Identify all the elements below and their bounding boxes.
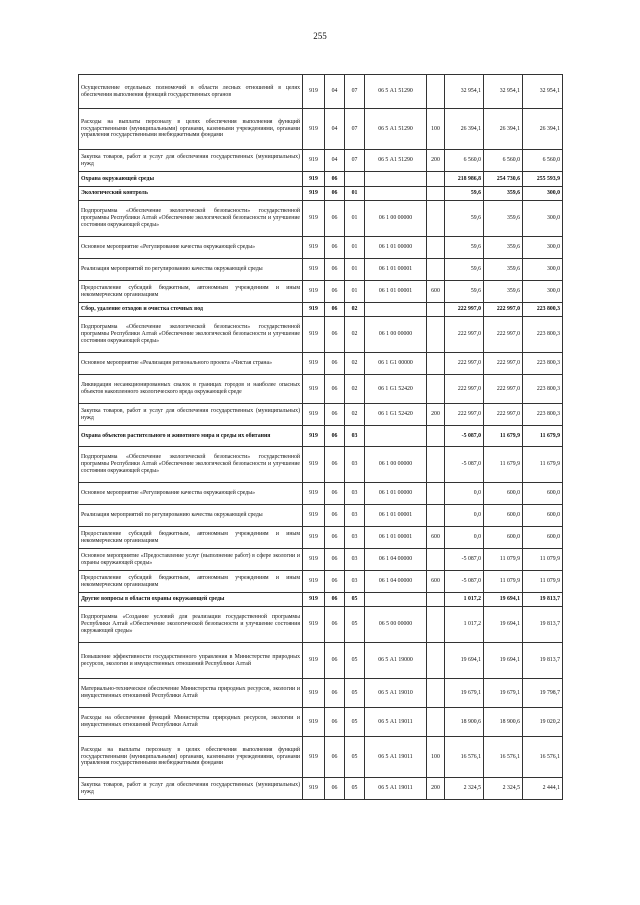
ved-code-cell: 919	[303, 447, 325, 483]
expense-type-cell	[427, 201, 445, 237]
section-code-cell: 06	[325, 259, 345, 281]
table-row	[79, 447, 563, 483]
ved-code-cell: 919	[303, 549, 325, 571]
expense-type-cell	[427, 549, 445, 571]
subsection-code-cell: 02	[345, 317, 365, 353]
row-name-cell: Материально-техническое обеспечение Министерства природных ресурсов, экологии и имущественных отношений Республики Алтай	[79, 679, 303, 708]
amount-year2-cell: 222 997,0	[484, 303, 523, 317]
target-article-cell: 06 1 01 00001	[365, 281, 427, 303]
amount-year3-cell: 223 800,3	[523, 317, 563, 353]
ved-code-cell: 919	[303, 353, 325, 375]
table-row	[79, 778, 563, 800]
expense-type-cell	[427, 447, 445, 483]
row-name-cell: Реализация мероприятий по регулированию качества окружающей среды	[79, 259, 303, 281]
amount-year2-cell: 600,0	[484, 527, 523, 549]
expense-type-cell	[427, 505, 445, 527]
target-article-cell	[365, 172, 427, 187]
section-code-cell: 06	[325, 317, 345, 353]
amount-year1-cell: -5 087,0	[445, 549, 484, 571]
table-row	[79, 303, 563, 317]
subsection-code-cell	[345, 172, 365, 187]
expense-type-cell: 600	[427, 571, 445, 593]
target-article-cell: 06 1 00 00000	[365, 201, 427, 237]
row-name-cell: Основное мероприятие «Регулирование качества окружающей среды»	[79, 237, 303, 259]
subsection-code-cell: 02	[345, 375, 365, 404]
target-article-cell: 06 1 G1 52420	[365, 375, 427, 404]
table-row	[79, 483, 563, 505]
section-code-cell: 06	[325, 187, 345, 201]
target-article-cell: 06 5 А1 19000	[365, 643, 427, 679]
target-article-cell: 06 5 А1 19011	[365, 708, 427, 737]
expense-type-cell: 100	[427, 737, 445, 778]
subsection-code-cell: 02	[345, 404, 365, 426]
section-code-cell: 06	[325, 426, 345, 447]
amount-year3-cell: 223 800,3	[523, 303, 563, 317]
budget-table	[78, 74, 563, 800]
row-name-cell: Подпрограмма «Обеспечение экологической безопасности» государственной программы Республики Алтай «Обеспечение экологической безопасности и улучшение состояния окружающей среды»	[79, 201, 303, 237]
target-article-cell: 06 5 00 00000	[365, 607, 427, 643]
table-row	[79, 607, 563, 643]
expense-type-cell: 200	[427, 778, 445, 800]
subsection-code-cell: 03	[345, 527, 365, 549]
subsection-code-cell: 03	[345, 571, 365, 593]
table-row	[79, 505, 563, 527]
row-name-cell: Повышение эффективности государственного управления в Министерстве природных ресурсов, экологии и имущественных отношений Республики Алтай	[79, 643, 303, 679]
subsection-code-cell: 01	[345, 237, 365, 259]
ved-code-cell: 919	[303, 187, 325, 201]
table-row	[79, 679, 563, 708]
amount-year1-cell: 0,0	[445, 527, 484, 549]
ved-code-cell: 919	[303, 643, 325, 679]
amount-year1-cell: 6 560,0	[445, 150, 484, 172]
ved-code-cell: 919	[303, 404, 325, 426]
amount-year2-cell: 222 997,0	[484, 353, 523, 375]
row-name-cell: Расходы на обеспечение функций Министерства природных ресурсов, экологии и имущественных отношений Республики Алтай	[79, 708, 303, 737]
target-article-cell	[365, 426, 427, 447]
expense-type-cell: 600	[427, 527, 445, 549]
section-code-cell: 06	[325, 527, 345, 549]
expense-type-cell	[427, 643, 445, 679]
section-code-cell: 06	[325, 303, 345, 317]
target-article-cell: 06 1 01 00001	[365, 505, 427, 527]
table-row	[79, 571, 563, 593]
ved-code-cell: 919	[303, 172, 325, 187]
target-article-cell: 06 5 А1 51290	[365, 75, 427, 109]
expense-type-cell	[427, 303, 445, 317]
section-code-cell: 04	[325, 75, 345, 109]
expense-type-cell	[427, 593, 445, 607]
expense-type-cell	[427, 75, 445, 109]
target-article-cell: 06 1 G1 52420	[365, 404, 427, 426]
section-code-cell: 06	[325, 375, 345, 404]
expense-type-cell: 200	[427, 150, 445, 172]
row-name-cell: Сбор, удаление отходов и очистка сточных вод	[79, 303, 303, 317]
row-name-cell: Расходы на выплаты персоналу в целях обеспечения выполнения функций государственными (муниципальными) органами, казенными учреждениями, органами управления государственными внебюджетными фондами	[79, 737, 303, 778]
section-code-cell: 06	[325, 404, 345, 426]
subsection-code-cell: 02	[345, 303, 365, 317]
amount-year2-cell: 19 679,1	[484, 679, 523, 708]
amount-year3-cell: 16 576,1	[523, 737, 563, 778]
amount-year2-cell: 600,0	[484, 505, 523, 527]
table-row	[79, 353, 563, 375]
row-name-cell: Основное мероприятие «Предоставление услуг (выполнение работ) в сфере экологии и охраны окружающей среды»	[79, 549, 303, 571]
table-row	[79, 404, 563, 426]
amount-year1-cell: 19 679,1	[445, 679, 484, 708]
ved-code-cell: 919	[303, 778, 325, 800]
section-code-cell: 06	[325, 549, 345, 571]
table-row	[79, 187, 563, 201]
ved-code-cell: 919	[303, 201, 325, 237]
amount-year1-cell: 19 694,1	[445, 643, 484, 679]
ved-code-cell: 919	[303, 259, 325, 281]
expense-type-cell: 200	[427, 404, 445, 426]
amount-year2-cell: 19 694,1	[484, 643, 523, 679]
amount-year1-cell: 59,6	[445, 237, 484, 259]
section-code-cell: 06	[325, 679, 345, 708]
target-article-cell: 06 1 01 00000	[365, 237, 427, 259]
table-row	[79, 549, 563, 571]
expense-type-cell	[427, 375, 445, 404]
table-row	[79, 708, 563, 737]
target-article-cell: 06 5 А1 19011	[365, 778, 427, 800]
expense-type-cell	[427, 187, 445, 201]
amount-year2-cell: 359,6	[484, 187, 523, 201]
amount-year2-cell: 2 324,5	[484, 778, 523, 800]
section-code-cell: 06	[325, 201, 345, 237]
subsection-code-cell: 07	[345, 150, 365, 172]
subsection-code-cell: 02	[345, 353, 365, 375]
amount-year3-cell: 223 800,3	[523, 375, 563, 404]
section-code-cell: 06	[325, 172, 345, 187]
amount-year2-cell: 359,6	[484, 281, 523, 303]
amount-year3-cell: 300,0	[523, 187, 563, 201]
target-article-cell	[365, 593, 427, 607]
expense-type-cell	[427, 259, 445, 281]
subsection-code-cell: 05	[345, 737, 365, 778]
expense-type-cell	[427, 172, 445, 187]
target-article-cell: 06 1 01 00001	[365, 527, 427, 549]
target-article-cell: 06 1 G1 00000	[365, 353, 427, 375]
target-article-cell: 06 5 А1 51290	[365, 109, 427, 150]
amount-year3-cell: 11 679,9	[523, 447, 563, 483]
table-row	[79, 237, 563, 259]
amount-year2-cell: 359,6	[484, 237, 523, 259]
row-name-cell: Предоставление субсидий бюджетным, автономным учреждениям и иным некоммерческим организациям	[79, 527, 303, 549]
table-row	[79, 527, 563, 549]
amount-year3-cell: 600,0	[523, 505, 563, 527]
amount-year3-cell: 223 800,3	[523, 353, 563, 375]
table-row	[79, 201, 563, 237]
amount-year2-cell: 359,6	[484, 259, 523, 281]
target-article-cell	[365, 187, 427, 201]
table-row	[79, 375, 563, 404]
expense-type-cell	[427, 317, 445, 353]
amount-year3-cell: 300,0	[523, 237, 563, 259]
ved-code-cell: 919	[303, 150, 325, 172]
amount-year1-cell: 1 017,2	[445, 593, 484, 607]
table-row	[79, 109, 563, 150]
ved-code-cell: 919	[303, 317, 325, 353]
amount-year1-cell: 0,0	[445, 505, 484, 527]
row-name-cell: Закупка товаров, работ и услуг для обеспечения государственных (муниципальных) нужд	[79, 404, 303, 426]
subsection-code-cell: 01	[345, 187, 365, 201]
amount-year1-cell: 59,6	[445, 281, 484, 303]
ved-code-cell: 919	[303, 426, 325, 447]
section-code-cell: 06	[325, 643, 345, 679]
table-row	[79, 426, 563, 447]
amount-year2-cell: 600,0	[484, 483, 523, 505]
expense-type-cell	[427, 607, 445, 643]
amount-year1-cell: 1 017,2	[445, 607, 484, 643]
amount-year3-cell: 19 798,7	[523, 679, 563, 708]
subsection-code-cell: 03	[345, 426, 365, 447]
amount-year3-cell: 600,0	[523, 527, 563, 549]
ved-code-cell: 919	[303, 75, 325, 109]
amount-year3-cell: 223 800,3	[523, 404, 563, 426]
section-code-cell: 04	[325, 150, 345, 172]
section-code-cell: 04	[325, 109, 345, 150]
amount-year1-cell: 222 997,0	[445, 303, 484, 317]
row-name-cell: Закупка товаров, работ и услуг для обеспечения государственных (муниципальных) нужд	[79, 150, 303, 172]
row-name-cell: Расходы на выплаты персоналу в целях обеспечения выполнения функций государственными (муниципальными) органами, казенными учреждениями, органами управления государственными внебюджетными фондами	[79, 109, 303, 150]
ved-code-cell: 919	[303, 375, 325, 404]
target-article-cell: 06 1 04 00000	[365, 571, 427, 593]
amount-year2-cell: 32 954,1	[484, 75, 523, 109]
amount-year1-cell: 222 997,0	[445, 375, 484, 404]
expense-type-cell	[427, 353, 445, 375]
ved-code-cell: 919	[303, 571, 325, 593]
subsection-code-cell: 05	[345, 643, 365, 679]
section-code-cell: 06	[325, 708, 345, 737]
row-name-cell: Другие вопросы в области охраны окружающей среды	[79, 593, 303, 607]
row-name-cell: Осуществление отдельных полномочий в области лесных отношений в целях обеспечения выполнения функций государственных органов	[79, 75, 303, 109]
section-code-cell: 06	[325, 447, 345, 483]
table-row	[79, 737, 563, 778]
amount-year2-cell: 222 997,0	[484, 404, 523, 426]
amount-year1-cell: 222 997,0	[445, 353, 484, 375]
amount-year1-cell: 222 997,0	[445, 317, 484, 353]
section-code-cell: 06	[325, 505, 345, 527]
subsection-code-cell: 03	[345, 447, 365, 483]
amount-year1-cell: -5 087,0	[445, 571, 484, 593]
amount-year2-cell: 19 694,1	[484, 593, 523, 607]
section-code-cell: 06	[325, 778, 345, 800]
subsection-code-cell: 05	[345, 679, 365, 708]
subsection-code-cell: 05	[345, 708, 365, 737]
amount-year2-cell: 26 394,1	[484, 109, 523, 150]
target-article-cell: 06 1 01 00000	[365, 483, 427, 505]
expense-type-cell	[427, 679, 445, 708]
subsection-code-cell: 05	[345, 607, 365, 643]
amount-year1-cell: -5 087,0	[445, 426, 484, 447]
ved-code-cell: 919	[303, 483, 325, 505]
table-row	[79, 150, 563, 172]
section-code-cell: 06	[325, 737, 345, 778]
expense-type-cell: 600	[427, 281, 445, 303]
amount-year1-cell: 18 900,6	[445, 708, 484, 737]
section-code-cell: 06	[325, 237, 345, 259]
ved-code-cell: 919	[303, 708, 325, 737]
expense-type-cell	[427, 708, 445, 737]
amount-year1-cell: 32 954,1	[445, 75, 484, 109]
ved-code-cell: 919	[303, 679, 325, 708]
amount-year3-cell: 19 020,2	[523, 708, 563, 737]
amount-year2-cell: 6 560,0	[484, 150, 523, 172]
target-article-cell: 06 1 00 00000	[365, 317, 427, 353]
subsection-code-cell: 07	[345, 75, 365, 109]
row-name-cell: Предоставление субсидий бюджетным, автономным учреждениям и иным некоммерческим организациям	[79, 571, 303, 593]
ved-code-cell: 919	[303, 737, 325, 778]
amount-year2-cell: 222 997,0	[484, 375, 523, 404]
amount-year2-cell: 254 730,6	[484, 172, 523, 187]
row-name-cell: Закупка товаров, работ и услуг для обеспечения государственных (муниципальных) нужд	[79, 778, 303, 800]
amount-year3-cell: 255 593,9	[523, 172, 563, 187]
amount-year2-cell: 11 679,9	[484, 426, 523, 447]
amount-year3-cell: 26 394,1	[523, 109, 563, 150]
amount-year1-cell: 222 997,0	[445, 404, 484, 426]
subsection-code-cell: 01	[345, 259, 365, 281]
amount-year3-cell: 300,0	[523, 201, 563, 237]
subsection-code-cell: 03	[345, 505, 365, 527]
row-name-cell: Подпрограмма «Обеспечение экологической безопасности» государственной программы Республики Алтай «Обеспечение экологической безопасности и улучшение состояния окружающей среды»	[79, 317, 303, 353]
target-article-cell: 06 1 04 00000	[365, 549, 427, 571]
subsection-code-cell: 03	[345, 483, 365, 505]
target-article-cell	[365, 303, 427, 317]
table-row	[79, 643, 563, 679]
expense-type-cell: 100	[427, 109, 445, 150]
amount-year2-cell: 18 900,6	[484, 708, 523, 737]
row-name-cell: Подпрограмма «Обеспечение экологической безопасности» государственной программы Республики Алтай «Обеспечение экологической безопасности и улучшение состояния окружающей среды»	[79, 447, 303, 483]
row-name-cell: Охрана объектов растительного и животного мира и среды их обитания	[79, 426, 303, 447]
amount-year2-cell: 16 576,1	[484, 737, 523, 778]
amount-year1-cell: 59,6	[445, 187, 484, 201]
amount-year3-cell: 600,0	[523, 483, 563, 505]
table-row	[79, 172, 563, 187]
amount-year3-cell: 19 813,7	[523, 643, 563, 679]
row-name-cell: Экологический контроль	[79, 187, 303, 201]
amount-year1-cell: 2 324,5	[445, 778, 484, 800]
table-row	[79, 75, 563, 109]
amount-year3-cell: 2 444,1	[523, 778, 563, 800]
subsection-code-cell: 03	[345, 549, 365, 571]
amount-year2-cell: 359,6	[484, 201, 523, 237]
ved-code-cell: 919	[303, 281, 325, 303]
target-article-cell: 06 5 А1 51290	[365, 150, 427, 172]
amount-year2-cell: 11 679,9	[484, 447, 523, 483]
page-number: 255	[313, 31, 327, 41]
amount-year2-cell: 222 997,0	[484, 317, 523, 353]
section-code-cell: 06	[325, 571, 345, 593]
table-row	[79, 317, 563, 353]
section-code-cell: 06	[325, 593, 345, 607]
subsection-code-cell: 01	[345, 201, 365, 237]
target-article-cell: 06 5 А1 19011	[365, 737, 427, 778]
amount-year3-cell: 32 954,1	[523, 75, 563, 109]
amount-year1-cell: 0,0	[445, 483, 484, 505]
amount-year2-cell: 11 079,9	[484, 549, 523, 571]
ved-code-cell: 919	[303, 237, 325, 259]
target-article-cell: 06 1 00 00000	[365, 447, 427, 483]
amount-year3-cell: 11 079,9	[523, 571, 563, 593]
expense-type-cell	[427, 483, 445, 505]
subsection-code-cell: 07	[345, 109, 365, 150]
ved-code-cell: 919	[303, 303, 325, 317]
section-code-cell: 06	[325, 281, 345, 303]
row-name-cell: Реализация мероприятий по регулированию качества окружающей среды	[79, 505, 303, 527]
amount-year1-cell: -5 087,0	[445, 447, 484, 483]
amount-year3-cell: 300,0	[523, 259, 563, 281]
amount-year1-cell: 59,6	[445, 201, 484, 237]
target-article-cell: 06 5 А1 19010	[365, 679, 427, 708]
amount-year3-cell: 6 560,0	[523, 150, 563, 172]
expense-type-cell	[427, 237, 445, 259]
ved-code-cell: 919	[303, 607, 325, 643]
table-row	[79, 259, 563, 281]
amount-year3-cell: 19 813,7	[523, 607, 563, 643]
amount-year3-cell: 300,0	[523, 281, 563, 303]
ved-code-cell: 919	[303, 109, 325, 150]
amount-year3-cell: 19 813,7	[523, 593, 563, 607]
subsection-code-cell: 05	[345, 593, 365, 607]
row-name-cell: Ликвидация несанкционированных свалок в границах городов и наиболее опасных объектов накопленного экологического вреда окружающей среде	[79, 375, 303, 404]
row-name-cell: Подпрограмма «Создание условий для реализации государственной программы Республики Алтай «Обеспечение экологической безопасности и улучшение состояния окружающей среды»	[79, 607, 303, 643]
row-name-cell: Основное мероприятие «Реализация регионального проекта «Чистая страна»	[79, 353, 303, 375]
table-row	[79, 281, 563, 303]
section-code-cell: 06	[325, 353, 345, 375]
amount-year1-cell: 16 576,1	[445, 737, 484, 778]
amount-year3-cell: 11 679,9	[523, 426, 563, 447]
row-name-cell: Охрана окружающей среды	[79, 172, 303, 187]
ved-code-cell: 919	[303, 527, 325, 549]
amount-year2-cell: 19 694,1	[484, 607, 523, 643]
subsection-code-cell: 01	[345, 281, 365, 303]
section-code-cell: 06	[325, 607, 345, 643]
table-row	[79, 593, 563, 607]
row-name-cell: Предоставление субсидий бюджетным, автономным учреждениям и иным некоммерческим организациям	[79, 281, 303, 303]
amount-year1-cell: 218 986,8	[445, 172, 484, 187]
target-article-cell: 06 1 01 00001	[365, 259, 427, 281]
amount-year3-cell: 11 079,9	[523, 549, 563, 571]
subsection-code-cell: 05	[345, 778, 365, 800]
section-code-cell: 06	[325, 483, 345, 505]
ved-code-cell: 919	[303, 593, 325, 607]
row-name-cell: Основное мероприятие «Регулирование качества окружающей среды»	[79, 483, 303, 505]
ved-code-cell: 919	[303, 505, 325, 527]
amount-year2-cell: 11 079,9	[484, 571, 523, 593]
expense-type-cell	[427, 426, 445, 447]
amount-year1-cell: 26 394,1	[445, 109, 484, 150]
amount-year1-cell: 59,6	[445, 259, 484, 281]
